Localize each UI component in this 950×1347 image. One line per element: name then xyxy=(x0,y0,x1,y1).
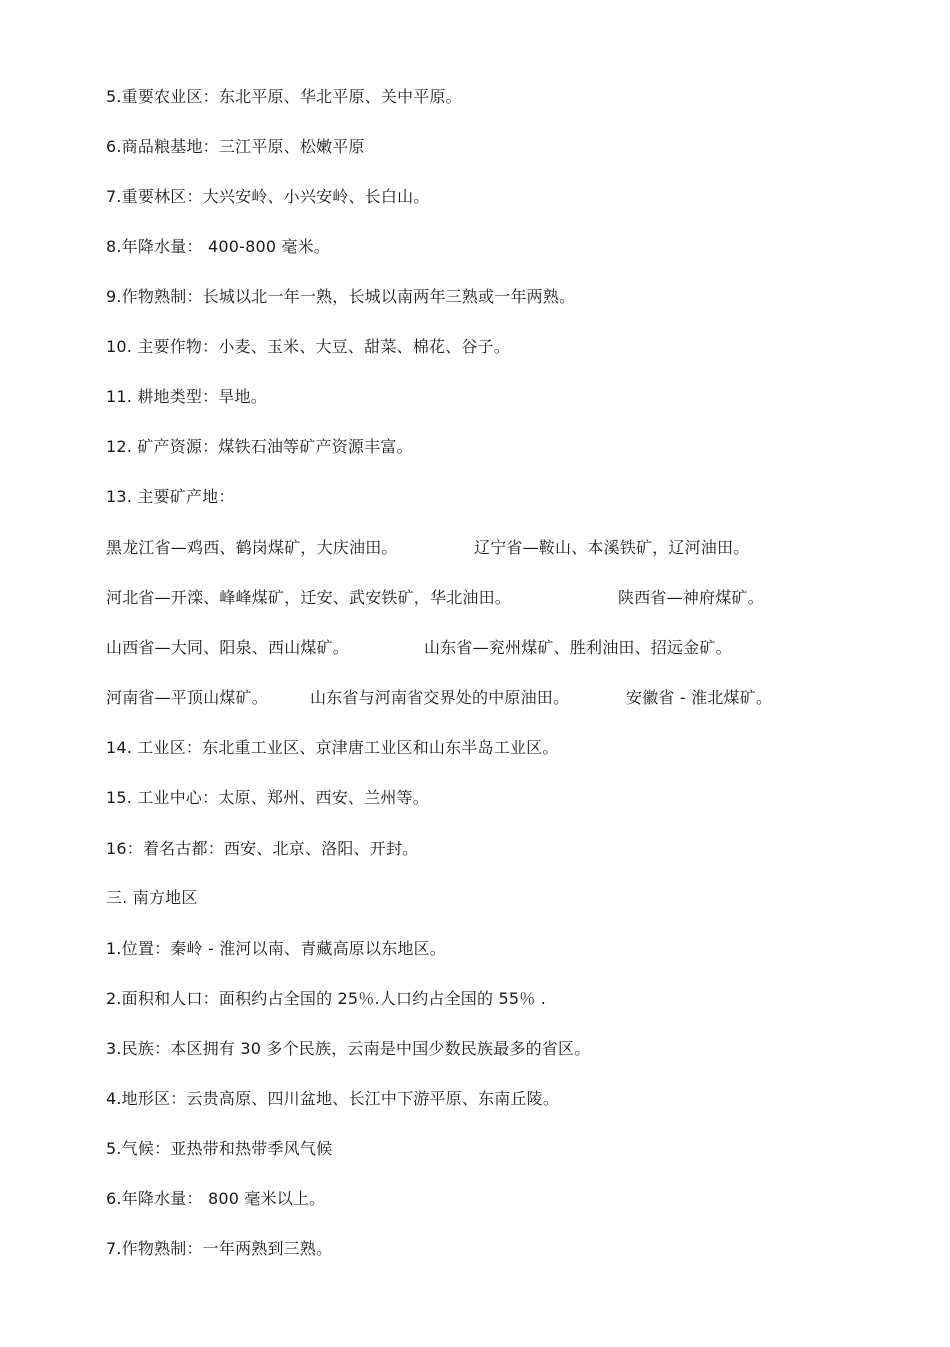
mineral-entry: 河北省—开滦、峰峰煤矿，迁安、武安铁矿，华北油田。 xyxy=(106,588,512,607)
text-line: 7.作物熟制：一年两熟到三熟。 xyxy=(106,1239,333,1258)
text-line: 14. 工业区：东北重工业区、京津唐工业区和山东半岛工业区。 xyxy=(106,738,559,757)
text-line: 7.重要林区：大兴安岭、小兴安岭、长白山。 xyxy=(106,187,430,206)
mineral-entry: 山西省—大同、阳泉、西山煤矿。 xyxy=(106,638,350,657)
text-line: 13. 主要矿产地： xyxy=(106,487,235,506)
mineral-entry: 山东省与河南省交界处的中原油田。 xyxy=(310,688,570,707)
text-line: 6.商品粮基地：三江平原、松嫩平原 xyxy=(106,137,365,156)
text-line: 1.位置：秦岭 - 淮河以南、青藏高原以东地区。 xyxy=(106,939,447,958)
mineral-entry: 辽宁省—鞍山、本溪铁矿，辽河油田。 xyxy=(474,538,750,557)
text-line: 8.年降水量： 400-800 毫米。 xyxy=(106,237,331,256)
section-heading: 三. 南方地区 xyxy=(106,888,198,907)
text-line: 3.民族：本区拥有 30 多个民族，云南是中国少数民族最多的省区。 xyxy=(106,1039,591,1058)
text-line: 11. 耕地类型：旱地。 xyxy=(106,387,267,406)
mineral-entry: 黑龙江省—鸡西、鹤岗煤矿，大庆油田。 xyxy=(106,538,398,557)
text-line: 6.年降水量： 800 毫米以上。 xyxy=(106,1189,326,1208)
text-line: 4.地形区：云贵高原、四川盆地、长江中下游平原、东南丘陵。 xyxy=(106,1089,560,1108)
mineral-entry: 陕西省—神府煤矿。 xyxy=(618,588,764,607)
text-line: 12. 矿产资源：煤铁石油等矿产资源丰富。 xyxy=(106,437,413,456)
mineral-entry: 山东省—兖州煤矿、胜利油田、招远金矿。 xyxy=(424,638,732,657)
text-line: 15. 工业中心：太原、郑州、西安、兰州等。 xyxy=(106,788,429,807)
text-line: 5.重要农业区：东北平原、华北平原、关中平原。 xyxy=(106,87,462,106)
mineral-entry: 河南省—平顶山煤矿。 xyxy=(106,688,269,707)
mineral-entry: 安徽省 - 淮北煤矿。 xyxy=(626,688,773,707)
text-line: 9.作物熟制：长城以北一年一熟，长城以南两年三熟或一年两熟。 xyxy=(106,287,576,306)
text-line: 5.气候：亚热带和热带季风气候 xyxy=(106,1139,333,1158)
text-line: 10. 主要作物：小麦、玉米、大豆、甜菜、棉花、谷子。 xyxy=(106,337,510,356)
text-line: 16：着名古都：西安、北京、洛阳、开封。 xyxy=(106,839,419,858)
text-line: 2.面积和人口：面积约占全国的 25％.人口约占全国的 55％ . xyxy=(106,989,547,1008)
